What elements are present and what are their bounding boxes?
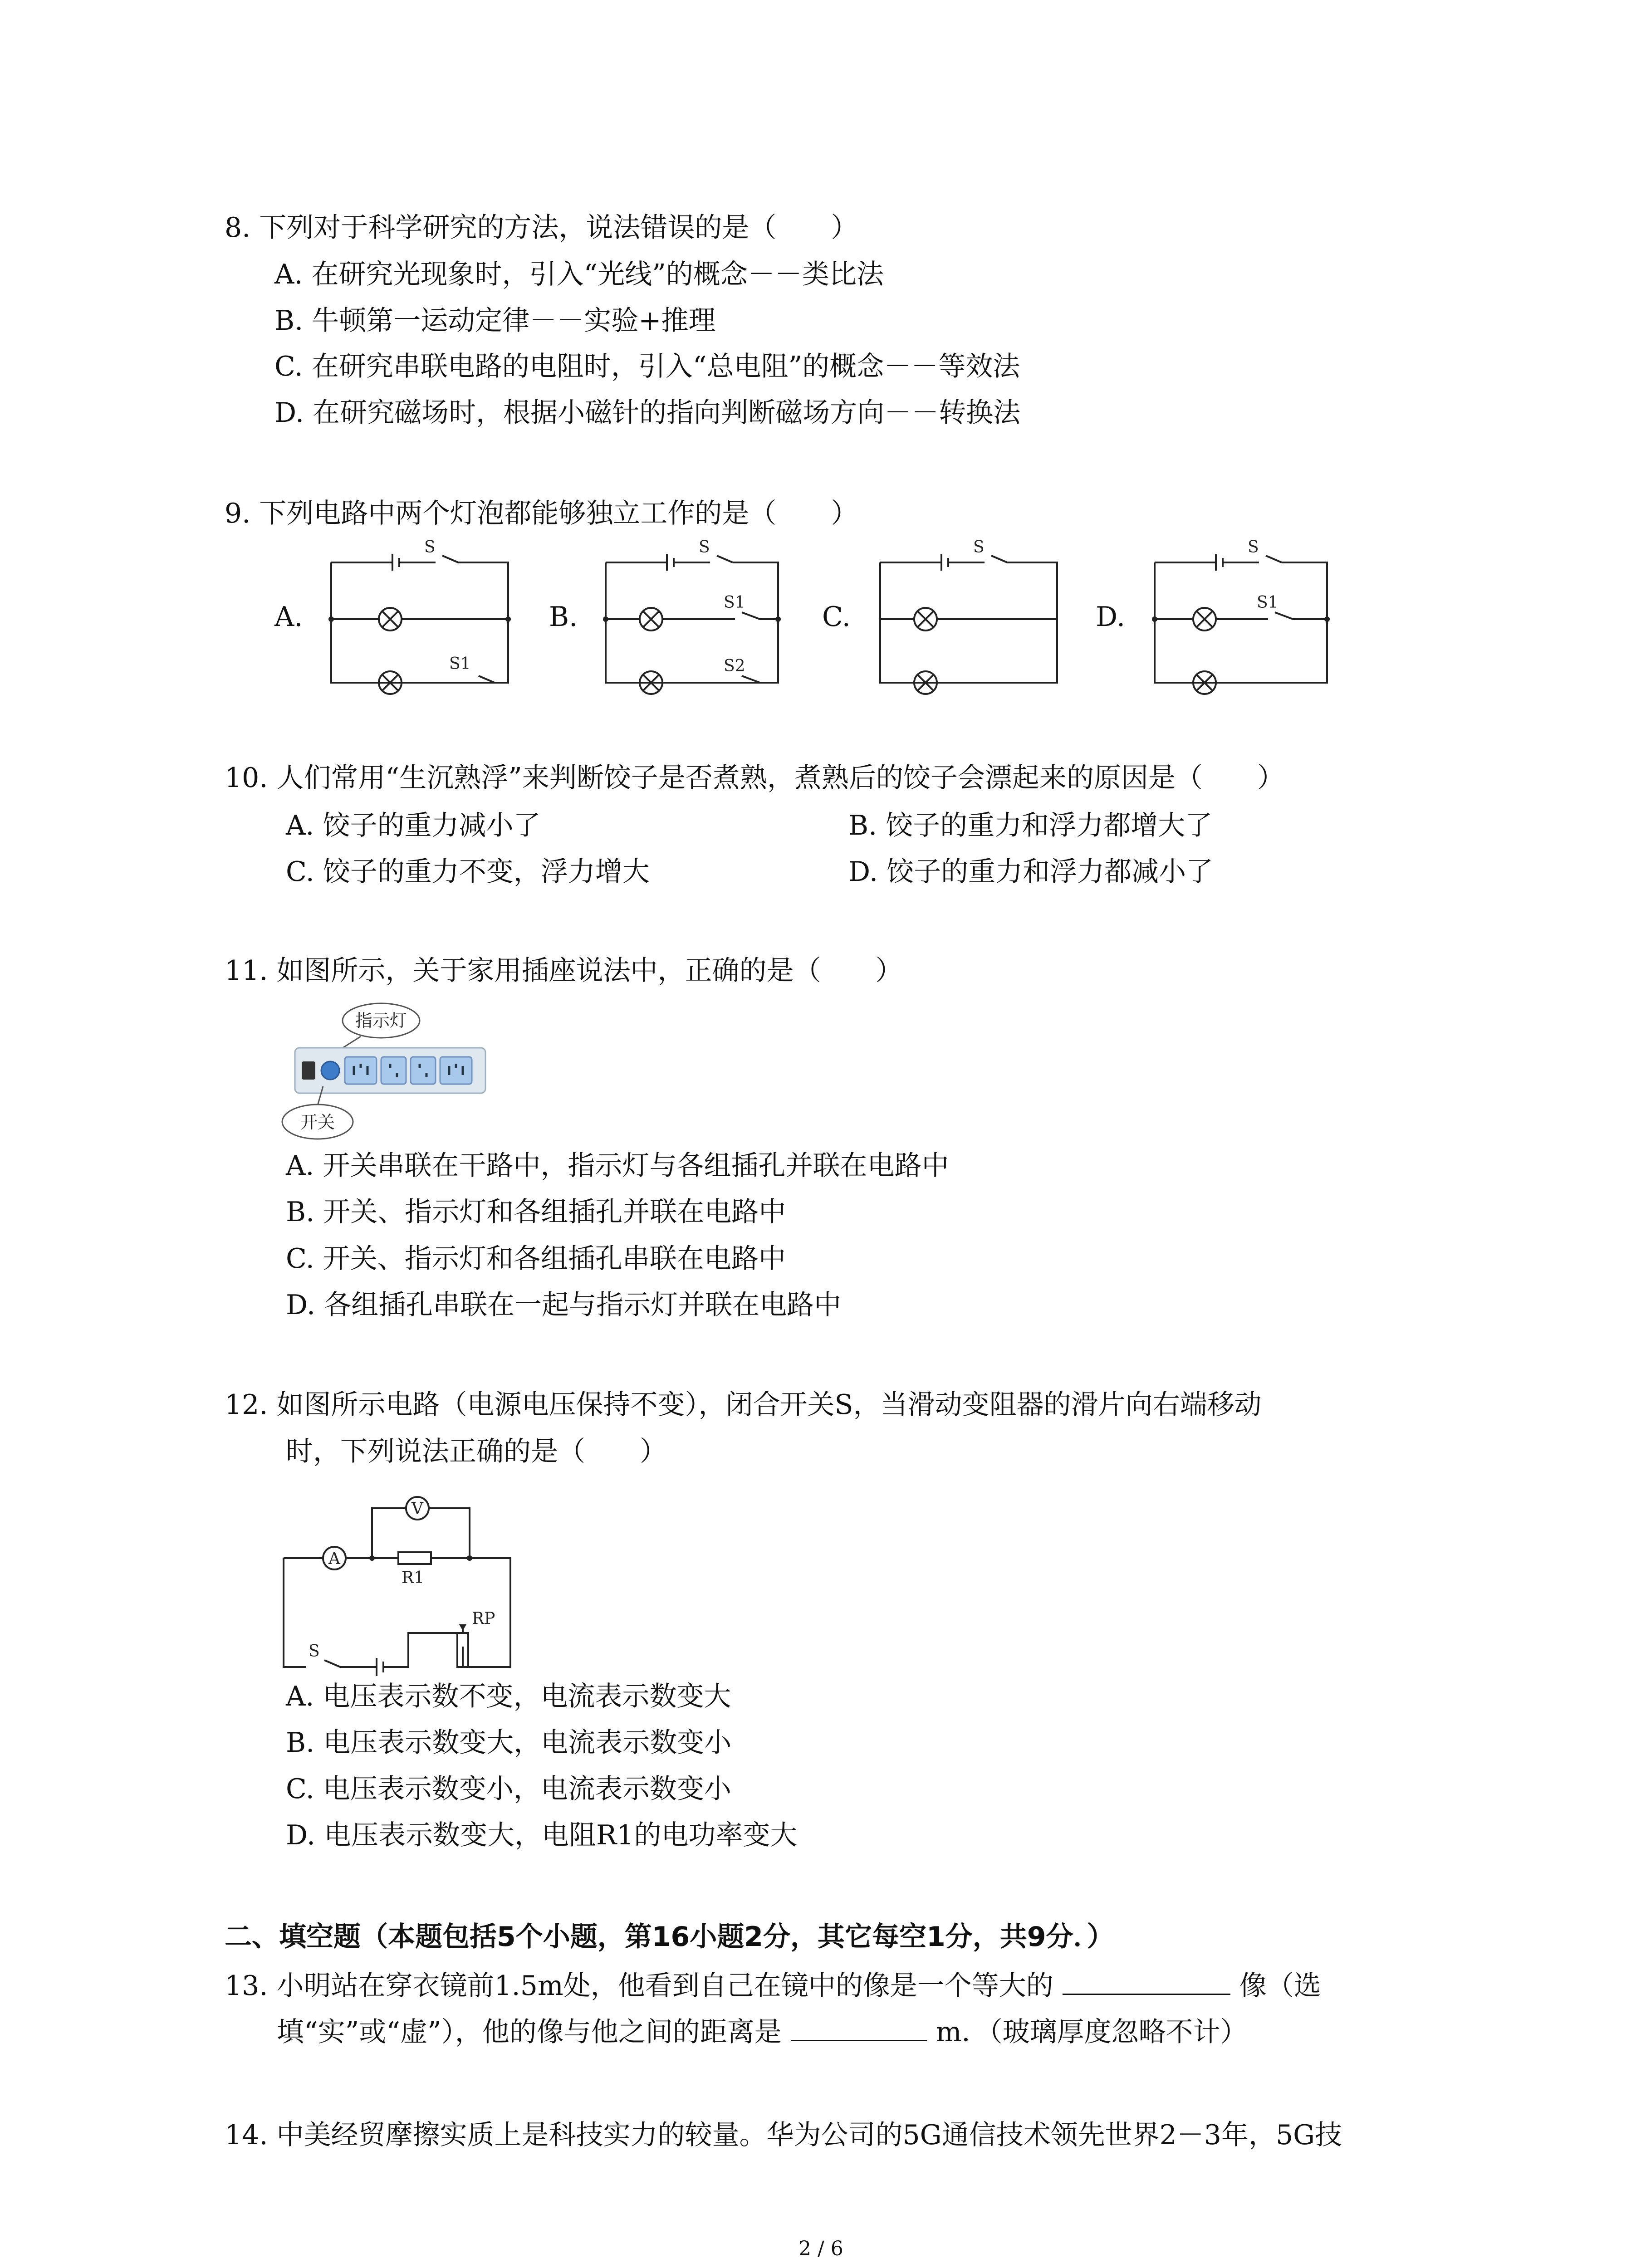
q12-s-label: S bbox=[309, 1642, 320, 1661]
q11-stem: 11. 如图所示，关于家用插座说法中，正确的是（ ） bbox=[225, 955, 903, 987]
q9-circuit-b bbox=[601, 538, 792, 694]
q8-option-d: D. 在研究磁场时，根据小磁针的指向判断磁场方向－－转换法 bbox=[274, 397, 1021, 429]
q11-power-strip-figure bbox=[281, 1000, 490, 1150]
q9a-s-label: S bbox=[424, 538, 436, 557]
q9d-s-label: S bbox=[1248, 538, 1259, 557]
q9b-s1-label: S1 bbox=[724, 593, 745, 612]
q9b-s2-label: S2 bbox=[724, 657, 745, 675]
q12-option-c: C. 电压表示数变小，电流表示数变小 bbox=[286, 1773, 731, 1805]
q9-circuit-d bbox=[1150, 538, 1341, 694]
q12-rp-label: RP bbox=[472, 1609, 495, 1628]
q9a-s1-label: S1 bbox=[449, 655, 471, 673]
q11-option-b: B. 开关、指示灯和各组插孔并联在电路中 bbox=[286, 1196, 786, 1228]
q12-stem-line2: 时，下列说法正确的是（ ） bbox=[286, 1436, 667, 1467]
q13-line1-text: 13. 小明站在穿衣镜前1.5m处，他看到自己在镜中的像是一个等大的 bbox=[225, 1970, 1053, 2002]
q9-circuit-c bbox=[876, 538, 1066, 694]
q12-ammeter-label: A bbox=[328, 1549, 340, 1568]
q13-line1 bbox=[225, 1966, 1321, 2004]
q10-option-a: A. 饺子的重力减小了 bbox=[286, 810, 541, 841]
q8-option-a: A. 在研究光现象时，引入“光线”的概念－－类比法 bbox=[274, 259, 884, 290]
q9-label-c: C. bbox=[822, 601, 851, 633]
q11-option-d: D. 各组插孔串联在一起与指示灯并联在电路中 bbox=[286, 1289, 842, 1321]
q13-blank-2[interactable] bbox=[791, 2013, 927, 2041]
q13-blank-1[interactable] bbox=[1063, 1966, 1230, 1995]
q11-option-c: C. 开关、指示灯和各组插孔串联在电路中 bbox=[286, 1243, 786, 1275]
q13-line1-tail: 像（选 bbox=[1239, 1970, 1321, 2002]
q11-switch-callout: 开关 bbox=[300, 1112, 335, 1132]
q10-option-d: D. 饺子的重力和浮力都减小了 bbox=[848, 856, 1214, 888]
q10-option-b: B. 饺子的重力和浮力都增大了 bbox=[848, 810, 1213, 841]
q8-stem: 8. 下列对于科学研究的方法，说法错误的是（ ） bbox=[225, 212, 858, 244]
q11-light-callout: 指示灯 bbox=[355, 1011, 407, 1031]
q12-r1-label: R1 bbox=[402, 1569, 425, 1587]
q9-label-a: A. bbox=[274, 601, 303, 633]
q14-line1: 14. 中美经贸摩擦实质上是科技实力的较量。华为公司的5G通信技术领先世界2－3年，5G技 bbox=[225, 2119, 1342, 2151]
q8-option-c: C. 在研究串联电路的电阻时，引入“总电阻”的概念－－等效法 bbox=[274, 351, 1020, 382]
q12-voltmeter-label: V bbox=[411, 1500, 423, 1518]
q12-option-b: B. 电压表示数变大，电流表示数变小 bbox=[286, 1727, 732, 1759]
q13-line2 bbox=[277, 2013, 1248, 2050]
q12-stem-line1: 12. 如图所示电路（电源电压保持不变），闭合开关S，当滑动变阻器的滑片向右端移动 bbox=[225, 1389, 1262, 1421]
q9-label-b: B. bbox=[549, 601, 578, 633]
q9-label-d: D. bbox=[1096, 601, 1126, 633]
q13-line2-tail: m．（玻璃厚度忽略不计） bbox=[936, 2016, 1248, 2048]
section2-title: 二、填空题（本题包括5个小题，第16小题2分，其它每空1分，共9分．） bbox=[225, 1921, 1114, 1953]
q13-line2-text: 填“实”或“虚”），他的像与他之间的距离是 bbox=[277, 2016, 782, 2048]
q12-circuit bbox=[281, 1479, 517, 1674]
q9c-s-label: S bbox=[973, 538, 985, 557]
q12-option-a: A. 电压表示数不变，电流表示数变大 bbox=[286, 1681, 731, 1712]
q9d-s1-label: S1 bbox=[1257, 593, 1279, 612]
page-number: 2 / 6 bbox=[798, 2237, 843, 2260]
q10-option-c: C. 饺子的重力不变，浮力增大 bbox=[286, 856, 650, 888]
q11-option-a: A. 开关串联在干路中，指示灯与各组插孔并联在电路中 bbox=[286, 1150, 949, 1182]
q9-stem: 9. 下列电路中两个灯泡都能够独立工作的是（ ） bbox=[225, 498, 858, 529]
q9-circuit-a bbox=[327, 538, 517, 694]
q12-option-d: D. 电压表示数变大，电阻R1的电功率变大 bbox=[286, 1819, 798, 1851]
q9b-s-label: S bbox=[699, 538, 710, 557]
q10-stem: 10. 人们常用“生沉熟浮”来判断饺子是否煮熟，煮熟后的饺子会漂起来的原因是（ ） bbox=[225, 762, 1284, 794]
q8-option-b: B. 牛顿第一运动定律－－实验+推理 bbox=[274, 305, 716, 337]
